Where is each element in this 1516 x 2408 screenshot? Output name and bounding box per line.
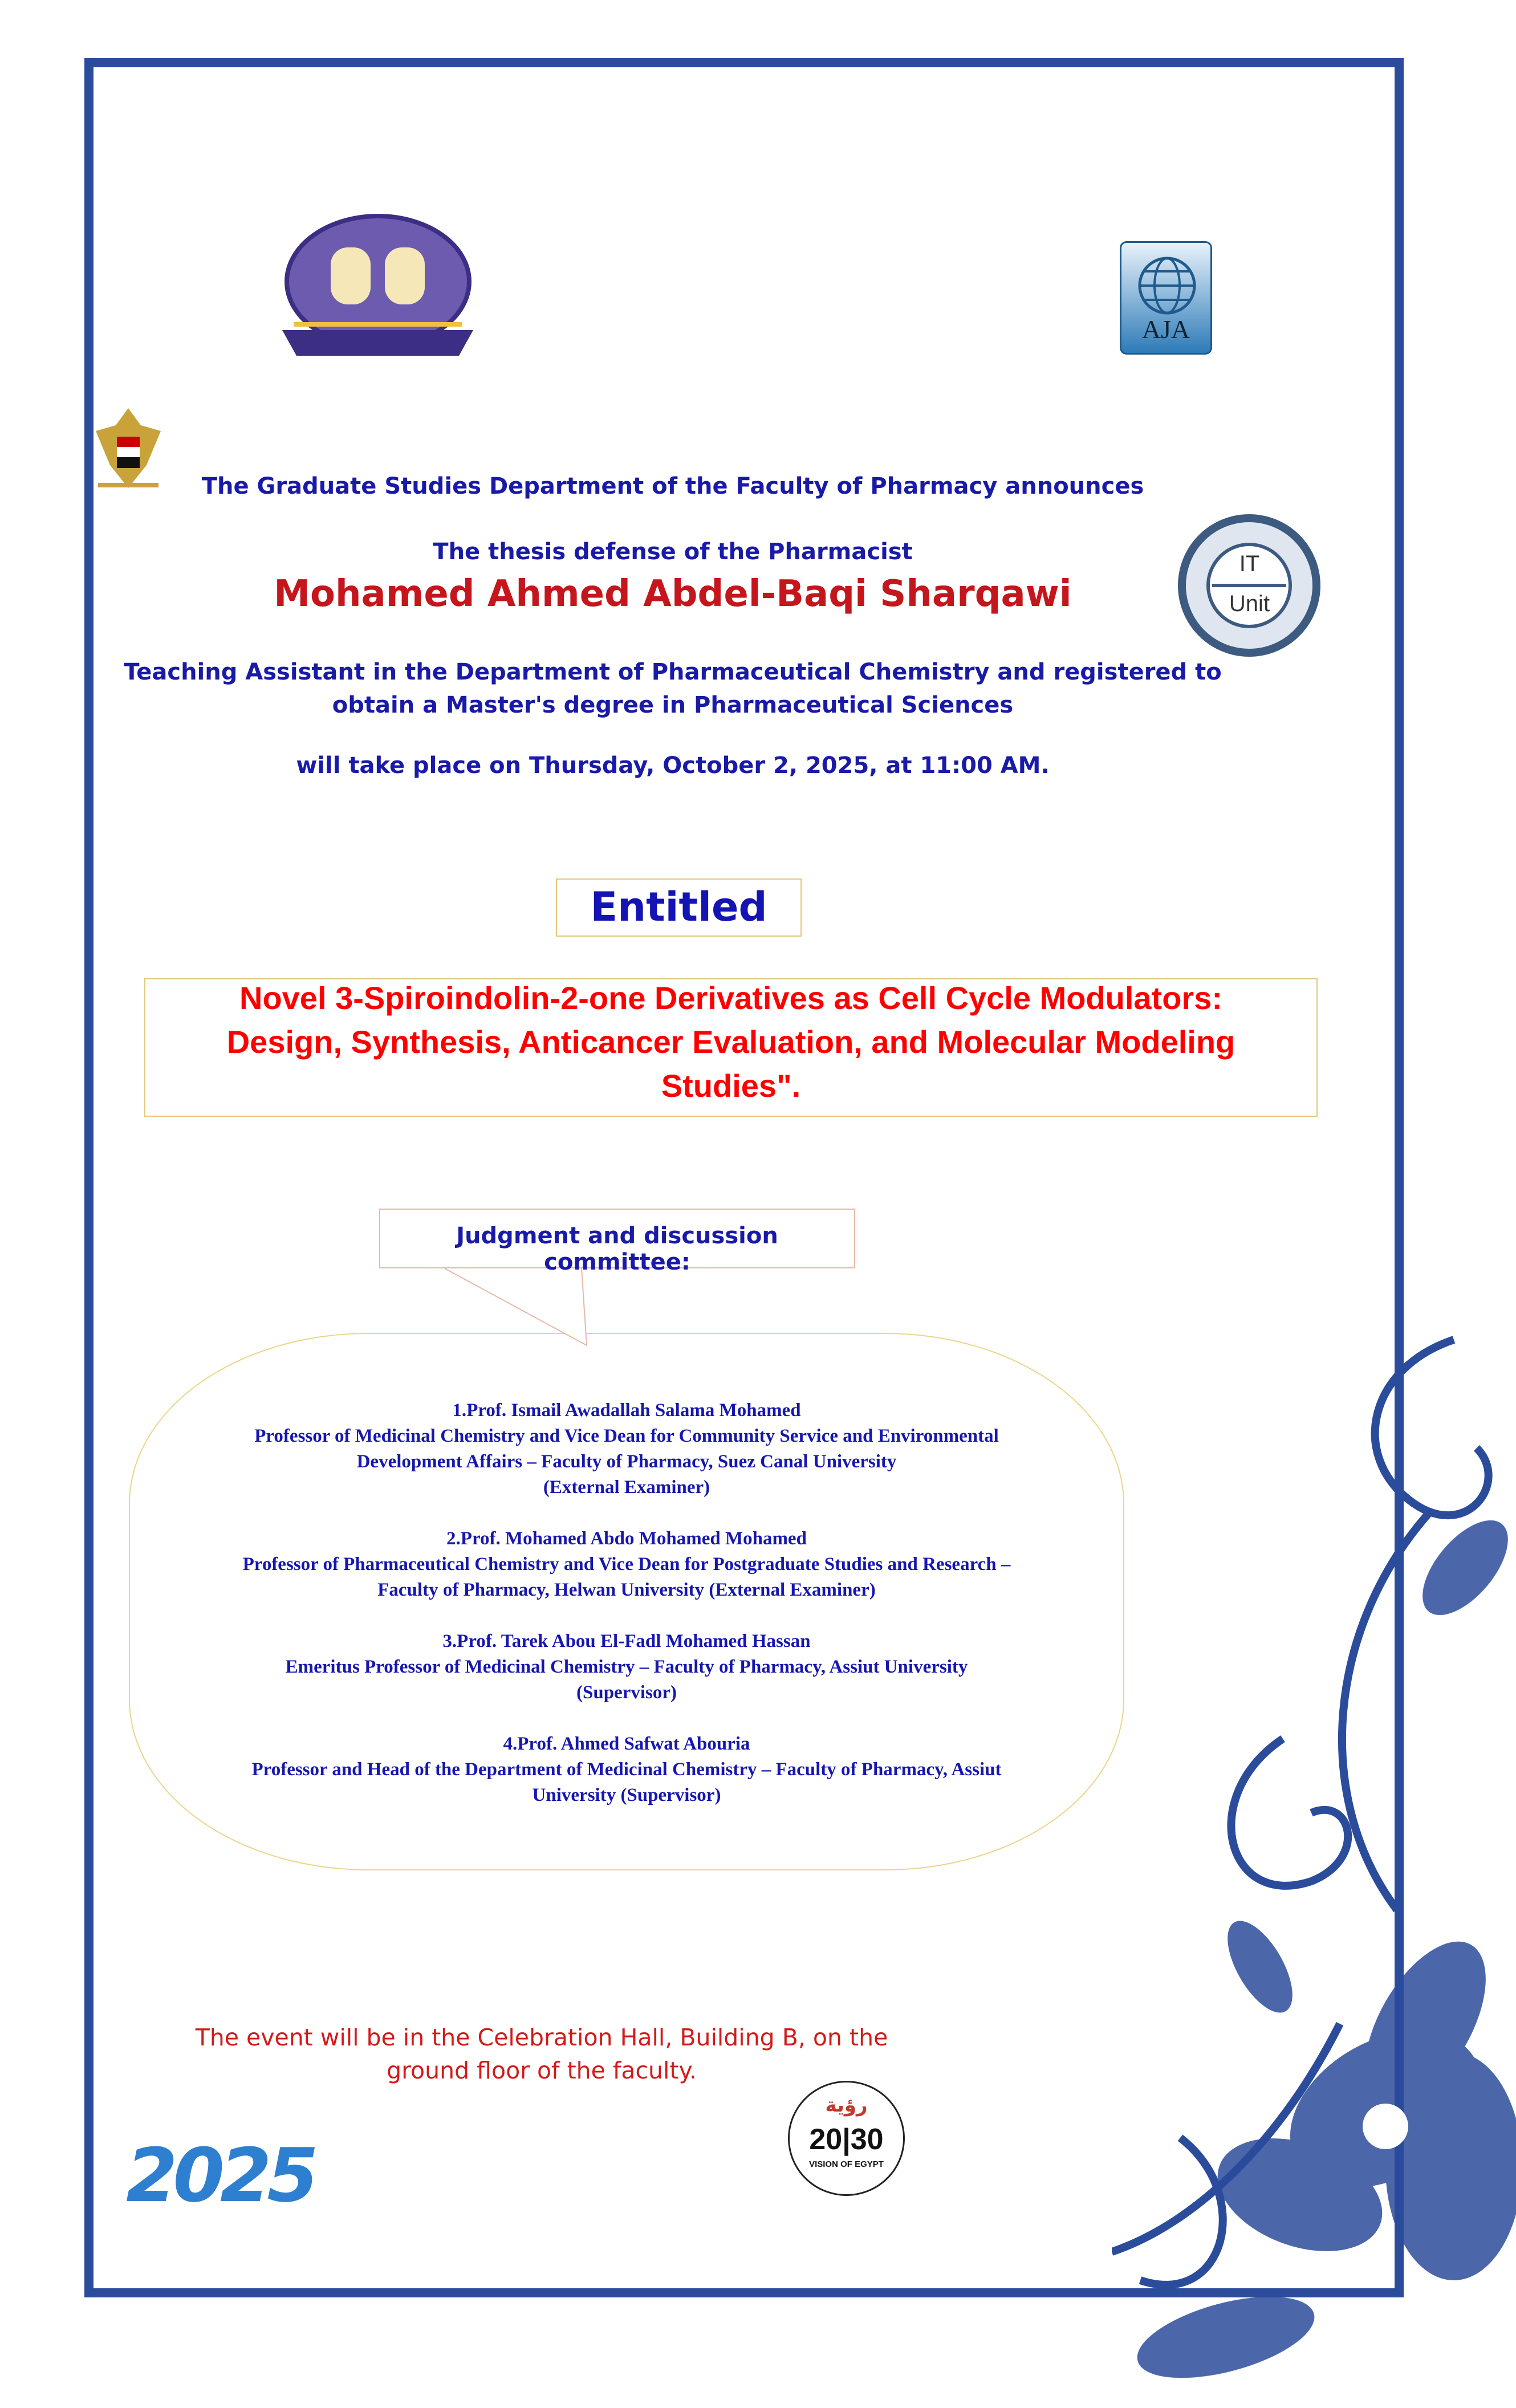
member-detail: Professor and Head of the Department of Medicinal Chemistry – Faculty of Pharmacy, Assiut (251, 1759, 1002, 1780)
announcement-text: The Graduate Studies Department of the Faculty of Pharmacy announces (201, 473, 1144, 499)
member-detail: Professor of Medicinal Chemistry and Vice Dean for Community Service and Environmental (254, 1426, 999, 1446)
title-line: Design, Synthesis, Anticancer Evaluation, and Molecular Modeling (226, 1024, 1235, 1060)
entitled-label: Entitled (590, 884, 767, 930)
floral-decoration (1112, 1283, 1516, 2408)
member-name: 1.Prof. Ismail Awadallah Salama Mohamed (452, 1400, 801, 1421)
member-detail: (External Examiner) (543, 1477, 710, 1498)
member-detail: University (Supervisor) (532, 1785, 721, 1805)
position-line: Teaching Assistant in the Department of Pharmaceutical Chemistry and registered to (124, 659, 1222, 685)
event-location (171, 2021, 912, 2087)
it-unit-text-it: IT (1239, 551, 1260, 576)
defense-intro-text: The thesis defense of the Pharmacist (433, 539, 913, 565)
aja-logo-text: AJA (1141, 315, 1190, 344)
location-line: ground floor of the faculty. (387, 2057, 697, 2084)
committee-member (129, 1398, 1124, 1500)
member-detail: Emeritus Professor of Medicinal Chemistry – Faculty of Pharmacy, Assiut University (285, 1657, 968, 1677)
committee-member (129, 1731, 1124, 1808)
committee-member (129, 1526, 1124, 1603)
member-detail: Development Affairs – Faculty of Pharmacy, Suez Canal University (356, 1451, 897, 1472)
vision-number: 20|30 (809, 2123, 884, 2156)
committee-members (129, 1398, 1124, 1834)
vision-caption: VISION OF EGYPT (809, 2159, 884, 2169)
vision-arabic-text: رؤية (825, 2094, 868, 2117)
it-unit-text-unit: Unit (1229, 591, 1270, 616)
member-detail: Faculty of Pharmacy, Helwan University (External Examiner) (377, 1580, 876, 1600)
candidate-name: Mohamed Ahmed Abdel-Baqi Sharqawi (274, 573, 1072, 615)
title-line: Novel 3-Spiroindolin-2-one Derivatives as Cell Cycle Modulators: (239, 980, 1222, 1016)
title-line: Studies". (661, 1068, 801, 1104)
position-line: obtain a Master's degree in Pharmaceutical Sciences (332, 692, 1014, 718)
committee-member (129, 1629, 1124, 1706)
member-detail: Professor of Pharmaceutical Chemistry and Vice Dean for Postgraduate Studies and Research – (242, 1554, 1011, 1575)
member-detail: (Supervisor) (576, 1682, 677, 1703)
member-name: 4.Prof. Ahmed Safwat Abouria (503, 1734, 750, 1754)
defense-date: will take place on Thursday, October 2, 2025, at 11:00 AM. (296, 752, 1050, 779)
location-line: The event will be in the Celebration Hall, Building B, on the (195, 2024, 888, 2051)
vision-2030-logo (788, 2081, 905, 2196)
member-name: 3.Prof. Tarek Abou El-Fadl Mohamed Hassan (442, 1631, 811, 1652)
committee-label: Judgment and discussion committee: (456, 1223, 778, 1275)
year-2025-logo: 2025 (126, 2132, 314, 2219)
member-name: 2.Prof. Mohamed Abdo Mohamed Mohamed (446, 1528, 807, 1549)
